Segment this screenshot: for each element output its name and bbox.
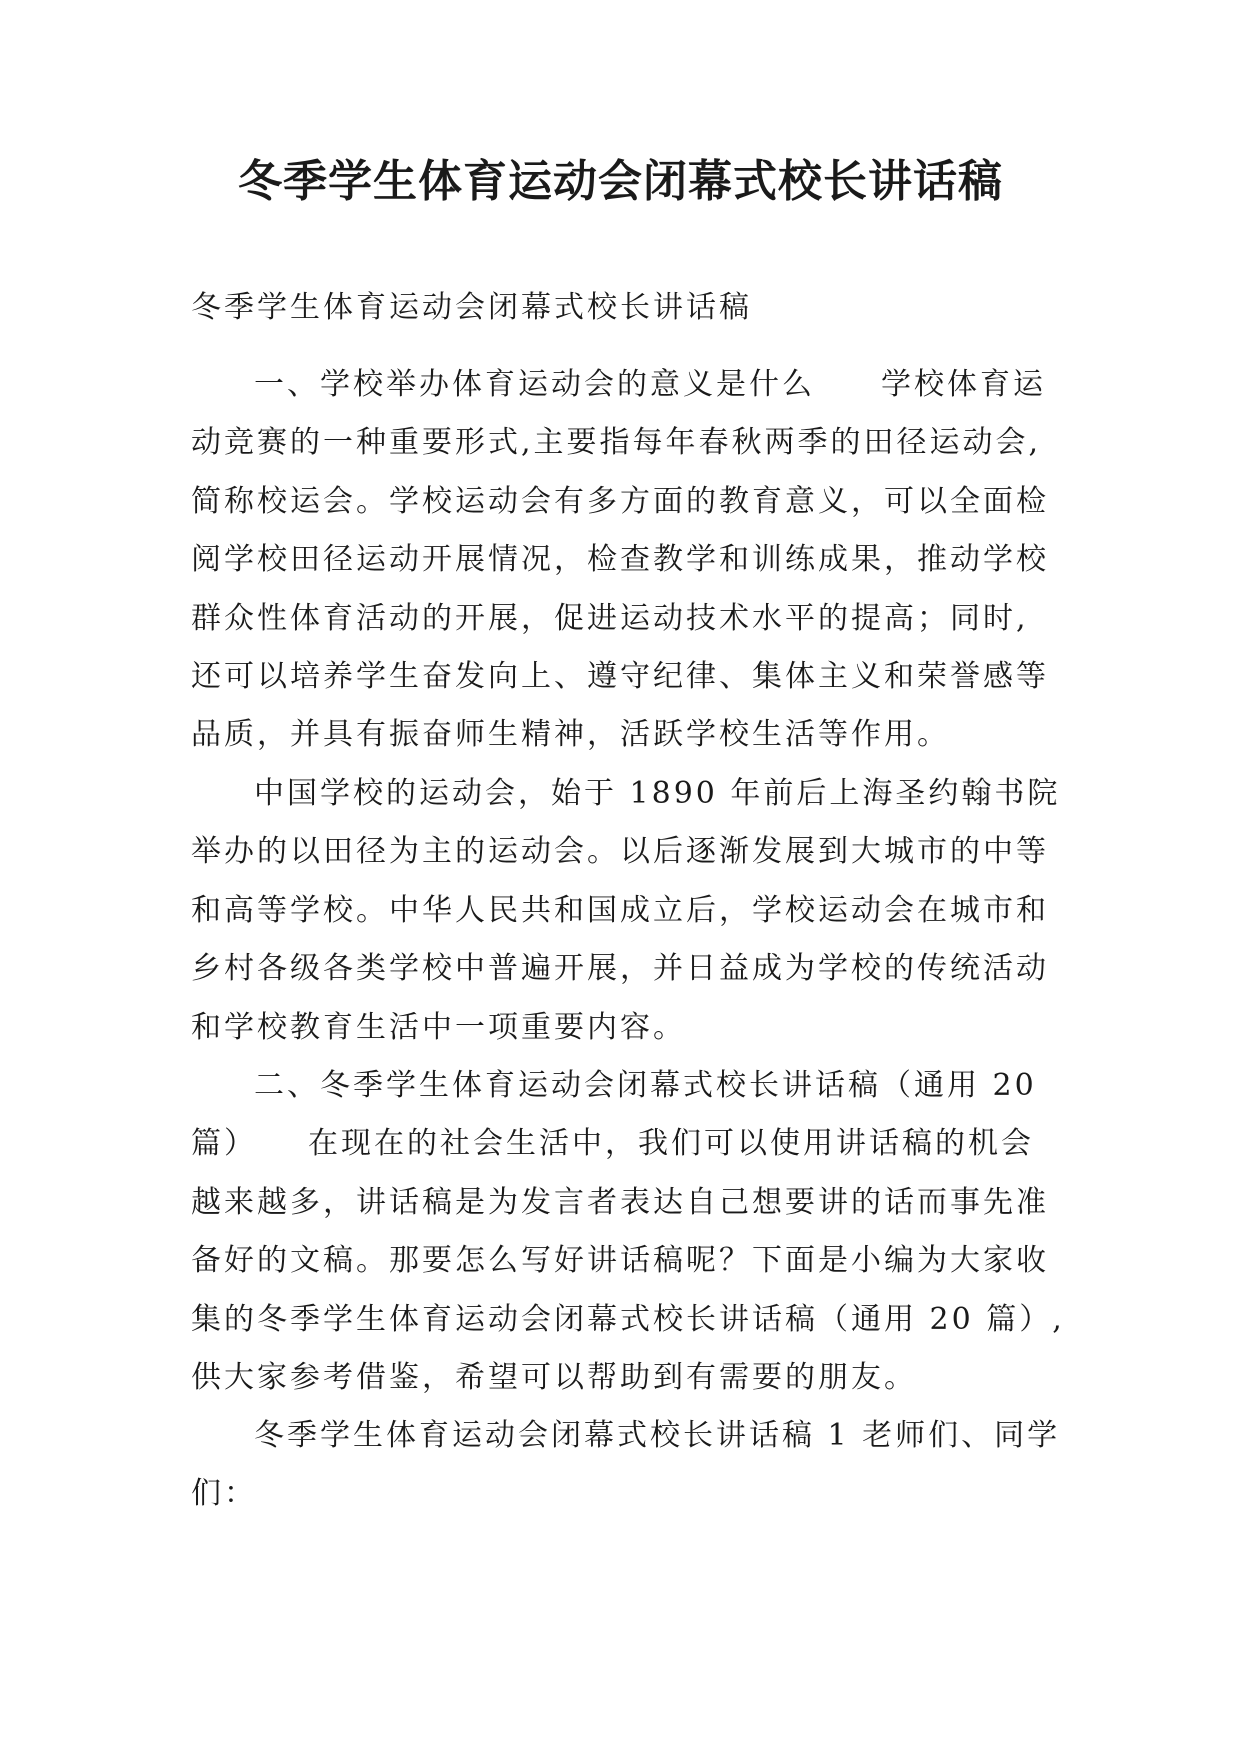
paragraph-line: 中国学校的运动会，始于 1890 年前后上海圣约翰书院 [254, 776, 1061, 811]
paragraph-line: 和高等学校。中华人民共和国成立后，学校运动会在城市和 [191, 892, 1049, 928]
document-title: 冬季学生体育运动会闭幕式校长讲话稿 [238, 156, 1003, 207]
paragraph-4 [191, 1407, 1061, 1524]
paragraph-line: 二、冬季学生体育运动会闭幕式校长讲话稿（通用 20 [254, 1068, 1037, 1103]
paragraph-line: 阅学校田径运动开展情况，检查教学和训练成果，推动学校 [191, 542, 1049, 578]
paragraph-3 [191, 1057, 1065, 1407]
paragraph-line: 还可以培养学生奋发向上、遵守纪律、集体主义和荣誉感等 [191, 658, 1049, 694]
document-subtitle: 冬季学生体育运动会闭幕式校长讲话稿 [191, 290, 752, 325]
paragraph-line: 一、学校举办体育运动会的意义是什么 学校体育运 [254, 367, 1046, 402]
paragraph-line: 备好的文稿。那要怎么写好讲话稿呢？下面是小编为大家收 [191, 1243, 1049, 1279]
paragraph-line: 集的冬季学生体育运动会闭幕式校长讲话稿（通用 20 篇）, [191, 1301, 1065, 1337]
paragraph-2 [191, 765, 1061, 1057]
paragraph-line: 和学校教育生活中一项重要内容。 [191, 1009, 686, 1045]
paragraph-line: 简称校运会。学校运动会有多方面的教育意义，可以全面检 [191, 483, 1049, 519]
paragraph-line: 乡村各级各类学校中普遍开展，并日益成为学校的传统活动 [191, 951, 1049, 987]
paragraph-line: 越来越多，讲话稿是为发言者表达自己想要讲的话而事先准 [191, 1184, 1049, 1220]
paragraph-line: 品质，并具有振奋师生精神，活跃学校生活等作用。 [191, 717, 950, 753]
paragraph-line: 篇） 在现在的社会生活中，我们可以使用讲话稿的机会 [191, 1126, 1034, 1162]
paragraph-line: 冬季学生体育运动会闭幕式校长讲话稿 1 老师们、同学 [254, 1418, 1061, 1453]
paragraph-line: 举办的以田径为主的运动会。以后逐渐发展到大城市的中等 [191, 834, 1049, 870]
paragraph-1 [191, 356, 1051, 765]
paragraph-line: 群众性体育活动的开展，促进运动技术水平的提高；同时, [191, 600, 1029, 636]
paragraph-line: 动竞赛的一种重要形式,主要指每年春秋两季的田径运动会, [191, 425, 1042, 461]
paragraph-line: 供大家参考借鉴，希望可以帮助到有需要的朋友。 [191, 1359, 917, 1395]
paragraph-line: 们： [191, 1476, 257, 1512]
